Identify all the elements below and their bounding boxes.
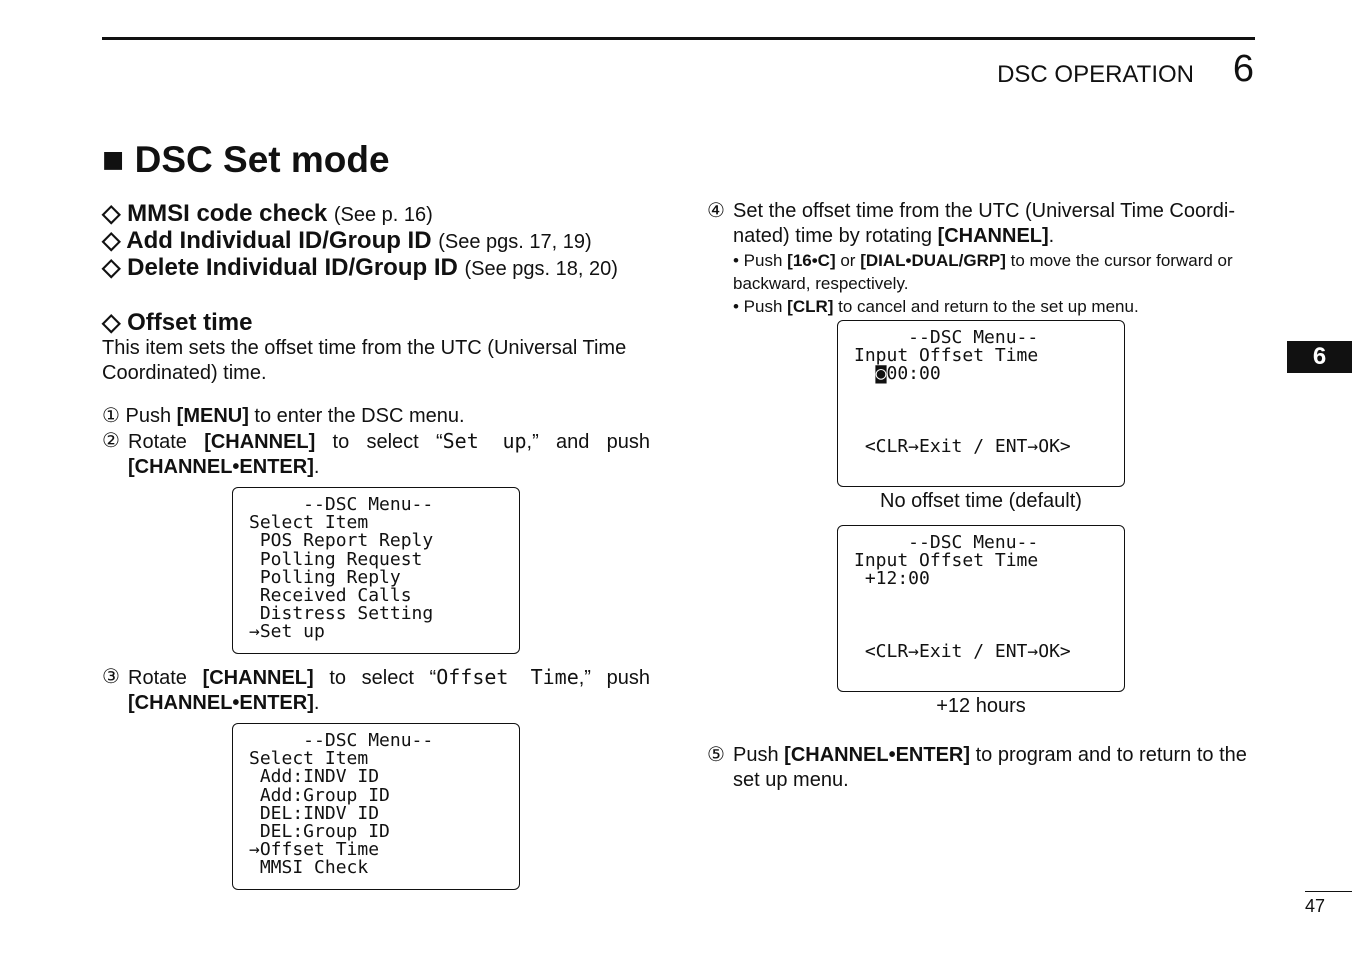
- step-text: .: [1048, 225, 1055, 247]
- header-rule: [102, 37, 1255, 40]
- bullet-text: to move the cursor forward or backward, respectively.: [733, 251, 1233, 293]
- step-number: ④: [707, 200, 725, 222]
- step-number: ①: [102, 405, 120, 427]
- step-text: to select “: [313, 667, 437, 689]
- lcd-text: Offset Time: [436, 665, 579, 689]
- subsection-delete-id: [102, 253, 618, 282]
- step-number: ②: [102, 430, 120, 452]
- step-5: [707, 743, 1255, 793]
- bullet-text: • Push: [733, 251, 788, 270]
- step-text: ,” push: [578, 667, 650, 689]
- step-text: ,” and push: [526, 431, 650, 453]
- page-reference: (See pgs. 17, 19): [438, 231, 592, 253]
- lcd-screen-offset-plus12: --DSC Menu-- Input Offset Time +12:00 <CLR→Exit / ENT→OK>: [837, 525, 1125, 692]
- step-text: to select “: [315, 431, 443, 453]
- step-4-bullet-2: [733, 295, 1255, 318]
- subsection-offset-time: ◇ Offset time: [102, 309, 253, 336]
- step-text: to program and to return to the set up menu.: [733, 744, 1247, 791]
- channel-key-label: [CHANNEL]: [937, 225, 1049, 247]
- lcd-text: Set up: [442, 429, 527, 453]
- bullet-text: to cancel and return to the set up menu.: [833, 297, 1139, 316]
- step-1: [102, 404, 650, 429]
- page-number: 47: [1305, 896, 1326, 916]
- step-4-bullet-1: [733, 249, 1255, 295]
- step-4: [707, 199, 1255, 249]
- key-label: [16•C]: [787, 251, 836, 270]
- page-title: ■ DSC Set mode: [102, 139, 390, 180]
- step-number: ③: [102, 666, 120, 688]
- step-text: .: [313, 456, 320, 478]
- chapter-number: 6: [1232, 48, 1254, 90]
- bullet-text: • Push: [733, 297, 788, 316]
- channel-enter-key-label: [CHANNEL•ENTER]: [128, 692, 314, 714]
- step-text: Push: [733, 744, 785, 766]
- step-3: [102, 665, 650, 716]
- chapter-tab: 6: [1287, 341, 1352, 373]
- step-text: to enter the DSC menu.: [248, 405, 465, 427]
- caption-plus12: +12 hours: [936, 695, 1026, 717]
- page-reference: (See p. 16): [333, 204, 433, 226]
- subsection-title: ◇ MMSI code check: [102, 200, 328, 227]
- key-label: [DIAL•DUAL/GRP]: [860, 251, 1006, 270]
- subsection-title: ◇ Add Individual ID/Group ID: [102, 227, 432, 254]
- offset-intro: This item sets the offset time from the UTC (Universal Time Coordinated) time.: [102, 337, 627, 384]
- lcd-screen-offset-default: --DSC Menu-- Input Offset Time ◙00:00 <CLR→Exit / ENT→OK>: [837, 320, 1125, 487]
- menu-key-label: [MENU]: [176, 405, 249, 427]
- subsection-add-id: [102, 226, 592, 255]
- subsection-mmsi: [102, 199, 433, 228]
- section-title: DSC OPERATION: [997, 61, 1194, 88]
- page-number-rule: [1305, 891, 1352, 892]
- lcd-screen-dsc-menu: --DSC Menu-- Select Item POS Report Reply Polling Request Polling Reply Received Calls Distress Setting →Set up: [232, 487, 520, 654]
- step-text: Rotate: [128, 667, 203, 689]
- step-text: Set the offset time from the UTC (Universal Time Coordi-nated) time by rotating: [733, 200, 1236, 247]
- key-label: [CLR]: [787, 297, 834, 316]
- step-2: [102, 429, 650, 480]
- step-number: ⑤: [707, 744, 725, 766]
- page-reference: (See pgs. 18, 20): [464, 258, 618, 280]
- step-text: Rotate: [128, 431, 205, 453]
- channel-key-label: [CHANNEL]: [202, 667, 314, 689]
- lcd-screen-set-up: --DSC Menu-- Select Item Add:INDV ID Add:Group ID DEL:INDV ID DEL:Group ID →Offset Time MMSI Check: [232, 723, 520, 890]
- subsection-title: ◇ Delete Individual ID/Group ID: [102, 254, 458, 281]
- bullet-text: or: [835, 251, 861, 270]
- channel-enter-key-label: [CHANNEL•ENTER]: [784, 744, 971, 766]
- channel-enter-key-label: [CHANNEL•ENTER]: [128, 456, 314, 478]
- channel-key-label: [CHANNEL]: [204, 431, 316, 453]
- caption-default: No offset time (default): [880, 490, 1082, 512]
- step-text: Push: [125, 405, 177, 427]
- step-text: .: [313, 692, 320, 714]
